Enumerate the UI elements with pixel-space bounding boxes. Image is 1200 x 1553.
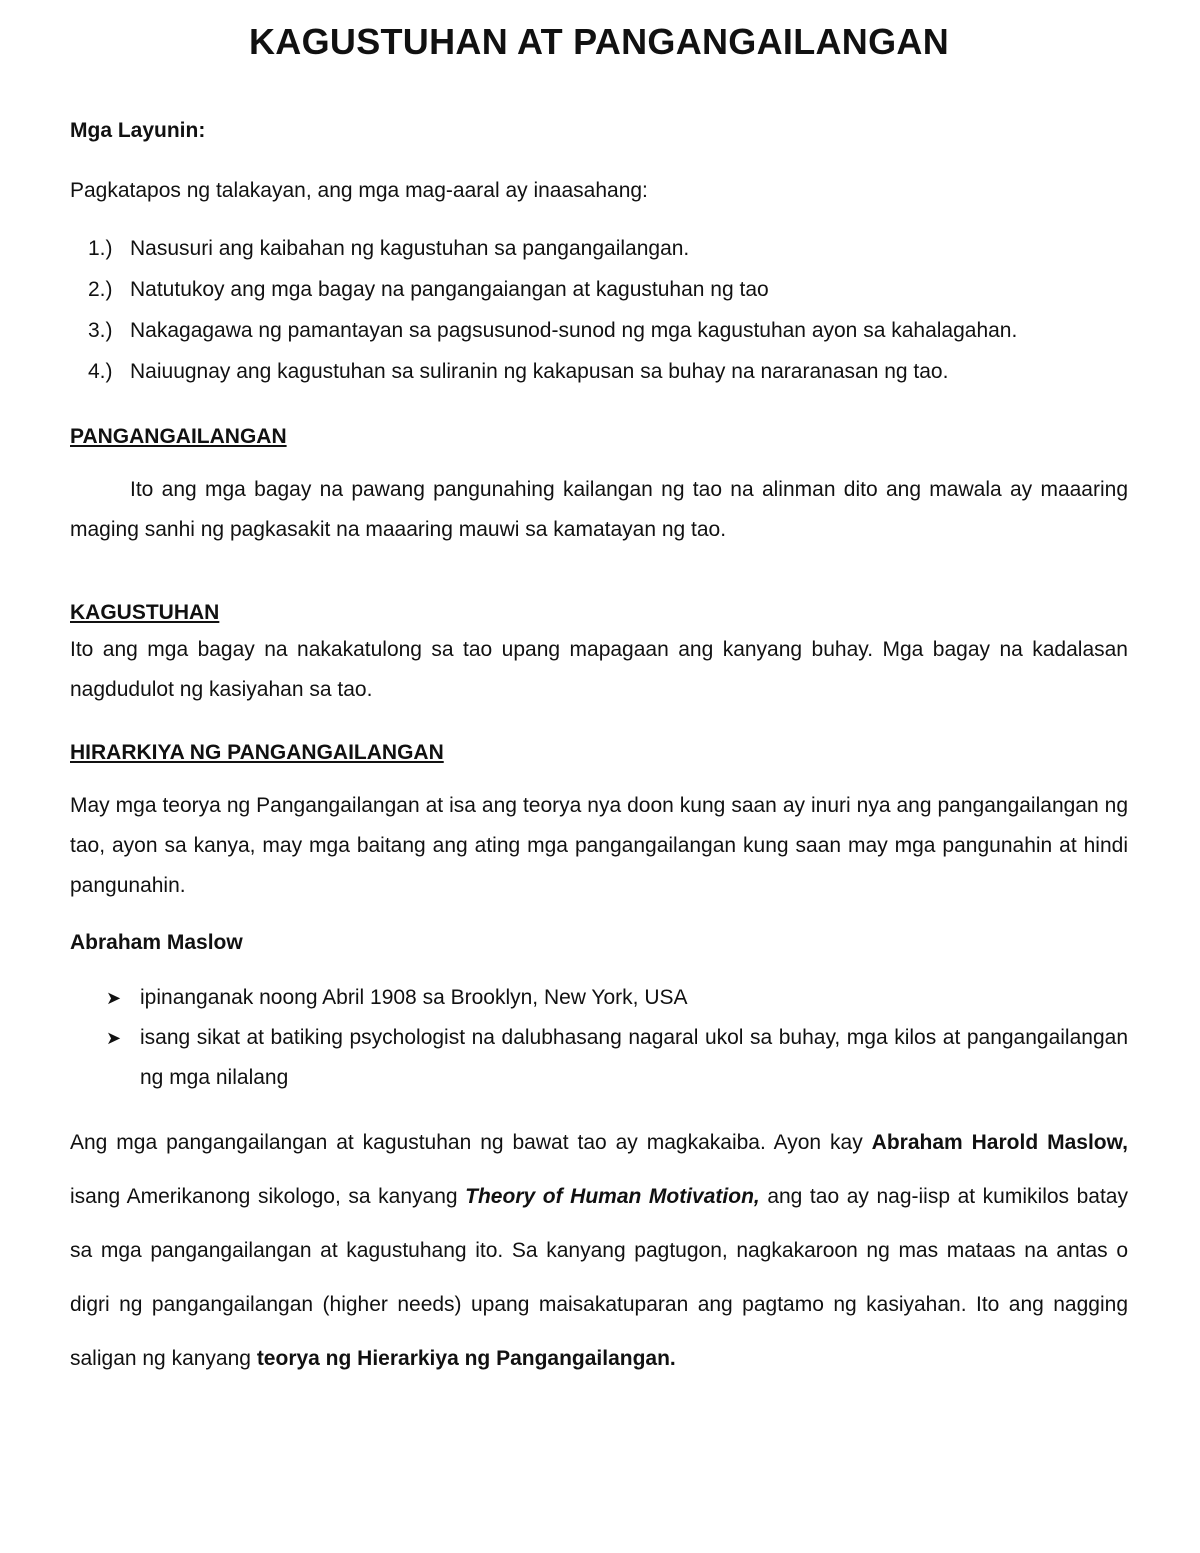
list-item-text: Natutukoy ang mga bagay na pangangaiangan at kagustuhan ng tao bbox=[130, 278, 769, 301]
bullet-text: ipinanganak noong Abril 1908 sa Brooklyn, New York, USA bbox=[140, 986, 688, 1009]
arrow-bullet-icon: ➤ bbox=[106, 1028, 122, 1048]
list-item bbox=[70, 228, 1128, 269]
list-item-number: 2.) bbox=[88, 278, 113, 301]
arrow-bullet-icon: ➤ bbox=[106, 988, 122, 1008]
kagustuhan-body: Ito ang mga bagay na nakakatulong sa tao upang mapagaan ang kanyang buhay. Mga bagay na kadalasan nagdudulot ng kasiyahan sa tao. bbox=[70, 638, 1128, 701]
closing-text-2: isang Amerikanong sikologo, sa kanyang bbox=[70, 1185, 466, 1208]
maslow-bullets bbox=[70, 978, 1128, 1098]
list-item-text: Naiuugnay ang kagustuhan sa suliranin ng kakapusan sa buhay na nararanasan ng tao. bbox=[130, 360, 949, 383]
list-item-text: Nasusuri ang kaibahan ng kagustuhan sa pangangailangan. bbox=[130, 237, 690, 260]
closing-text-1: Ang mga pangangailangan at kagustuhan ng bawat tao ay magkakaiba. Ayon kay bbox=[70, 1131, 872, 1154]
list-item-number: 3.) bbox=[88, 319, 113, 342]
bullet-text: isang sikat at batiking psychologist na dalubhasang nagaral ukol sa buhay, mga kilos at pangangailangan ng mga nilalang bbox=[140, 1026, 1128, 1089]
list-item bbox=[70, 978, 1128, 1018]
list-item bbox=[70, 351, 1128, 392]
pangangailangan-heading: PANGANGAILANGAN bbox=[70, 425, 287, 448]
pangangailangan-body: Ito ang mga bagay na pawang pangunahing kailangan ng tao na alinman dito ang mawala ay maaaring maging sanhi ng pagkasakit na maaaring mauwi sa kamatayan ng tao. bbox=[70, 478, 1128, 541]
list-item-text: Nakagagawa ng pamantayan sa pagsusunod-sunod ng mga kagustuhan ayon sa kahalagahan. bbox=[130, 319, 1018, 342]
closing-text-3: ang tao ay nag-iisp at kumikilos batay sa mga pangangailangan at kagustuhang ito. Sa kanyang pagtugon, nagkakaroon ng mas mataas na antas o digri ng pangangailangan (higher needs) upang maisakatuparan ang pagtamo ng kasiyahan. Ito ang nagging saligan ng kanyang bbox=[70, 1185, 1128, 1370]
objectives-list bbox=[70, 228, 1128, 392]
list-item-number: 1.) bbox=[88, 237, 113, 260]
list-item bbox=[70, 269, 1128, 310]
objectives-label: Mga Layunin: bbox=[70, 119, 206, 142]
maslow-heading: Abraham Maslow bbox=[70, 931, 243, 954]
hirarkiya-heading: HIRARKIYA NG PANGANGAILANGAN bbox=[70, 741, 444, 764]
objectives-intro: Pagkatapos ng talakayan, ang mga mag-aaral ay inaasahang: bbox=[70, 179, 648, 202]
kagustuhan-heading: KAGUSTUHAN bbox=[70, 601, 220, 624]
document-title: KAGUSTUHAN AT PANGANGAILANGAN bbox=[249, 21, 949, 62]
list-item bbox=[70, 1018, 1128, 1098]
list-item-number: 4.) bbox=[88, 360, 113, 383]
hirarkiya-body: May mga teorya ng Pangangailangan at isa ang teorya nya doon kung saan ay inuri nya ang pangangailangan ng tao, ayon sa kanya, may mga baitang ang ating mga pangangailangan kung saan may mga pangunahin at hindi pangunahin. bbox=[70, 794, 1128, 897]
list-item bbox=[70, 310, 1128, 351]
closing-paragraph bbox=[70, 1116, 1128, 1386]
theory-emphasis: teorya ng Hierarkiya ng Pangangailangan. bbox=[256, 1347, 676, 1370]
maslow-full-name: Abraham Harold Maslow, bbox=[871, 1131, 1128, 1154]
theory-title: Theory of Human Motivation, bbox=[465, 1185, 760, 1208]
